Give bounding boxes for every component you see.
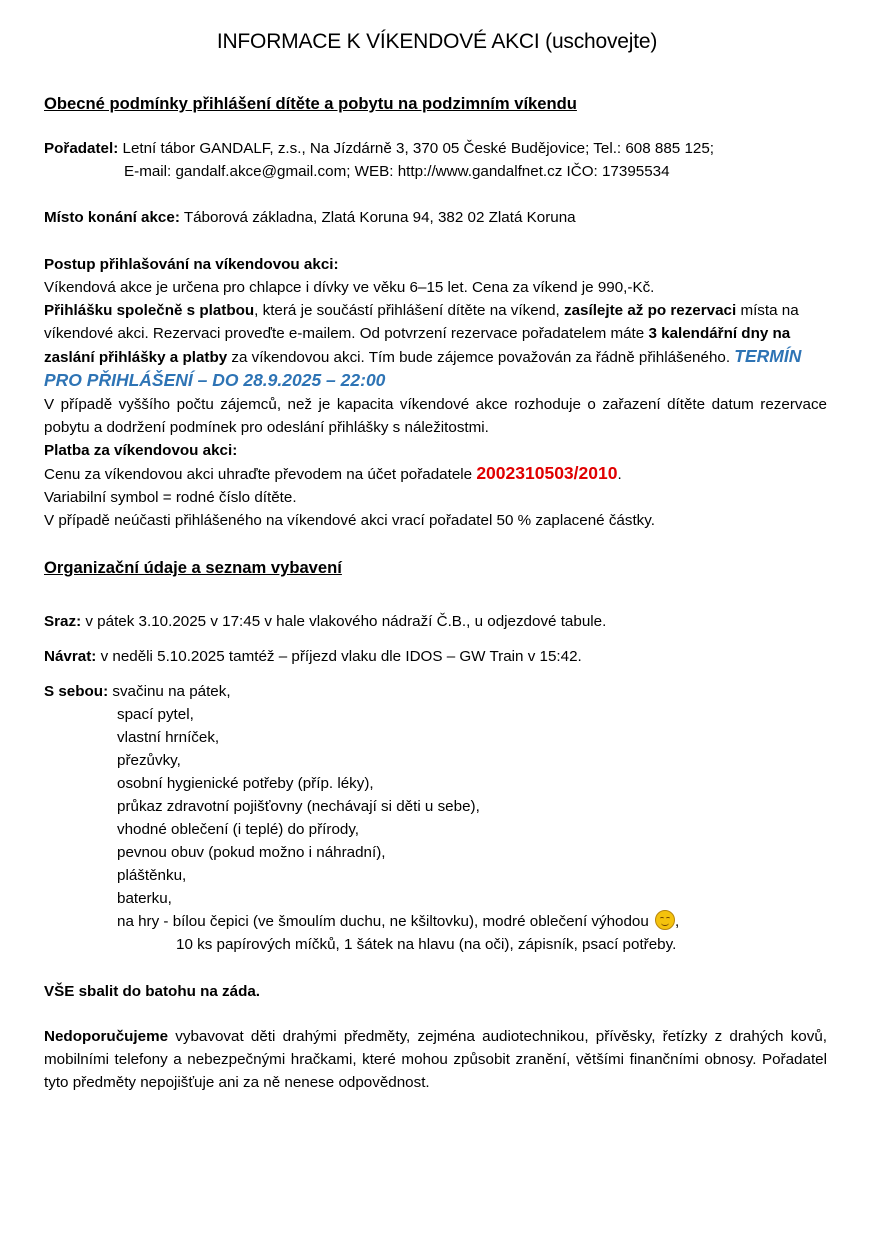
smiling-face-icon (655, 910, 675, 930)
pack-note: VŠE sbalit do batohu na záda. (44, 983, 261, 1000)
refund-text: V případě neúčasti přihlášeného na víkendové akci vrací pořadatel 50 % zaplacené částky. (44, 512, 655, 529)
procedure-block (44, 253, 827, 532)
list-item: vlastní hrníček, (117, 729, 220, 746)
bring-label: S sebou: (44, 683, 109, 700)
section-heading-organization: Organizační údaje a seznam vybavení (44, 558, 342, 577)
venue-line (44, 206, 827, 229)
procedure-bold-2: zasílejte až po rezervaci (564, 302, 737, 319)
venue-label: Místo konání akce: (44, 209, 180, 226)
organizer-block (44, 137, 827, 183)
capacity-text: V případě vyššího počtu zájemců, než je kapacita víkendové akce rozhoduje o zařazení dítěte datum rezervace pobytu a dodržení podmínek pro odeslání přihlášky s náležitostmi. (44, 396, 827, 436)
games-text: na hry - bílou čepici (ve šmoulím duchu, ne kšiltovku), modré oblečení výhodou (117, 913, 654, 930)
procedure-text-3: za víkendovou akci. Tím bude zájemce považován za řádně přihlášeného. (227, 349, 735, 366)
procedure-bold-1: Přihlášku společně s platbou (44, 302, 255, 319)
section-heading-general-conditions: Obecné podmínky přihlášení dítěte a pobytu na podzimním víkendu (44, 94, 577, 113)
procedure-paragraph (44, 299, 827, 393)
list-item: spací pytel, (117, 706, 194, 723)
procedure-text-2: místa na víkendové akci. Rezervaci proveďte e-mailem. Od potvrzení rezervace pořadatelem máte (44, 302, 799, 342)
list-item: pláštěnku, (117, 867, 187, 884)
venue-text: Táborová základna, Zlatá Koruna 94, 382 02 Zlatá Koruna (179, 209, 576, 226)
games-end: , (675, 913, 680, 930)
deadline-highlight: TERMÍN PRO PŘIHLÁŠENÍ – DO 28.9.2025 – 22:00 (44, 346, 802, 390)
return-line (44, 645, 827, 668)
equipment-list (117, 703, 817, 956)
list-item: průkaz zdravotní pojišťovny (nechávají si děti u sebe), (117, 798, 480, 815)
meet-line (44, 610, 827, 633)
list-item: baterku, (117, 890, 172, 907)
games-line2: 10 ks papírových míčků, 1 šátek na hlavu (na oči), zápisník, psací potřeby. (176, 936, 677, 953)
list-item: vhodné oblečení (i teplé) do přírody, (117, 821, 360, 838)
bring-first-line (44, 680, 827, 703)
organizer-line2: E-mail: gandalf.akce@gmail.com; WEB: http://www.gandalfnet.cz IČO: 17395534 (124, 163, 670, 180)
bring-first-item: svačinu na pátek, (108, 683, 231, 700)
not-recommended-label: Nedoporučujeme (44, 1028, 169, 1045)
payment-label: Platba za víkendovou akci: (44, 442, 238, 459)
organizer-label: Pořadatel: (44, 140, 119, 157)
not-recommended-paragraph (44, 1025, 827, 1094)
bank-account: 2002310503/2010 (476, 463, 618, 483)
organizer-line1: Letní tábor GANDALF, z.s., Na Jízdárně 3, 370 05 České Budějovice; Tel.: 608 885 125; (118, 140, 715, 157)
procedure-line1: Víkendová akce je určena pro chlapce i dívky ve věku 6–15 let. Cena za víkend je 990,-Kč. (44, 279, 655, 296)
games-line (117, 910, 817, 933)
list-item: osobní hygienické potřeby (příp. léky), (117, 775, 374, 792)
list-item: pevnou obuv (pokud možno i náhradní), (117, 844, 386, 861)
procedure-bold-3: 3 kalendářní dny na zaslání přihlášky a platby (44, 325, 791, 366)
variable-symbol: Variabilní symbol = rodné číslo dítěte. (44, 489, 297, 506)
payment-text: Cenu za víkendovou akci uhraďte převodem na účet pořadatele (44, 466, 477, 483)
list-item: přezůvky, (117, 752, 181, 769)
document-title: INFORMACE K VÍKENDOVÉ AKCI (uschovejte) (216, 30, 658, 53)
payment-line (44, 462, 827, 486)
meet-text: v pátek 3.10.2025 v 17:45 v hale vlakového nádraží Č.B., u odjezdové tabule. (81, 613, 607, 630)
meet-label: Sraz: (44, 613, 82, 630)
not-recommended-text: vybavovat děti drahými předměty, zejména audiotechnikou, přívěsky, řetízky z drahých kovů, mobilními telefony a nebezpečnými hračkami, které mohou způsobit zranění, většími finančními obnosy. Pořadatel tyto předměty nepojišťuje ani za ně nenese odpovědnost. (44, 1028, 827, 1091)
payment-end: . (617, 466, 622, 483)
return-text: v neděli 5.10.2025 tamtéž – příjezd vlaku dle IDOS – GW Train v 15:42. (96, 648, 582, 665)
return-label: Návrat: (44, 648, 97, 665)
procedure-label: Postup přihlašování na víkendovou akci: (44, 256, 339, 273)
procedure-text-1: , která je součástí přihlášení dítěte na víkend, (254, 302, 564, 319)
